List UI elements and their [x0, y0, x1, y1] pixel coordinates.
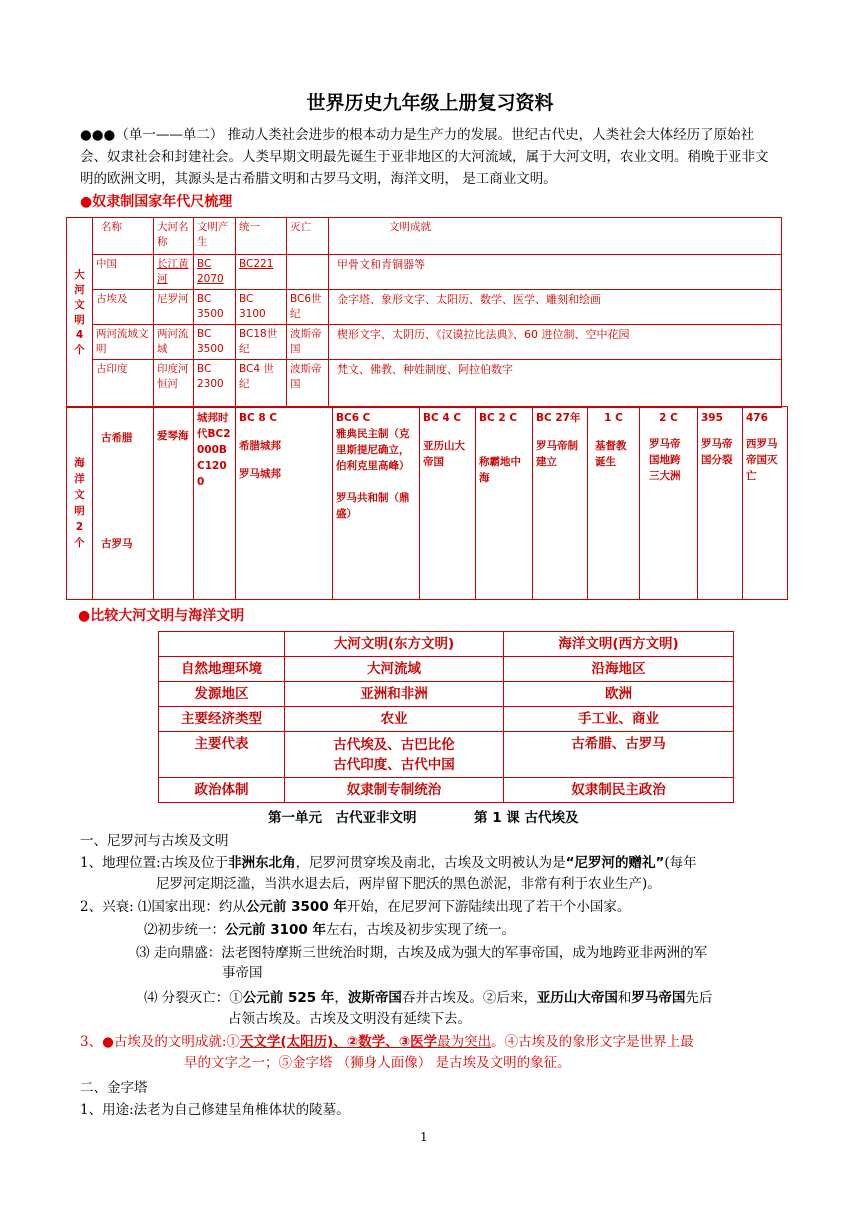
comparison-table [158, 631, 734, 803]
ocean-c4: BC6 C 雅典民主制（克里斯提尼确立，伯利克里高峰） 罗马共和制（鼎盛） [333, 407, 420, 600]
unit-title: 第一单元 古代亚非文明 [268, 810, 417, 826]
compare-head-river: 大河文明(东方文明) [285, 632, 504, 657]
ocean-c6: BC 2 C 称霸地中海 [476, 407, 533, 600]
header-achievement: 文明成就 [329, 218, 782, 255]
ocean-origin: 城邦时代BC2000BC1200 [194, 407, 236, 600]
paragraph-geography: 1、地理位置:古埃及位于非洲东北角，尼罗河贯穿埃及南北，古埃及文明被认为是“尼罗河的赠礼”(每年 [80, 855, 697, 871]
header-fall: 灭亡 [287, 218, 329, 255]
compare-head-ocean: 海洋文明(西方文明) [504, 632, 734, 657]
paragraph-pyramid-use: 1、用途:法老为自己修建呈角椎体状的陵墓。 [80, 1102, 350, 1118]
table-row: 主要代表 古代埃及、古巴比伦 古代印度、古代中国 古希腊、古罗马 [159, 732, 734, 778]
section-compare-heading: ●比较大河文明与海洋文明 [78, 608, 245, 624]
ocean-c10: 395 罗马帝国分裂 [698, 407, 743, 600]
heading-pyramid: 二、金字塔 [80, 1080, 148, 1096]
ocean-c5: BC 4 C 亚历山大帝国 [420, 407, 476, 600]
ocean-civilization-table [66, 406, 788, 600]
ocean-c11: 476 西罗马帝国灭亡 [743, 407, 788, 600]
ocean-c9: 2 C 罗马帝国地跨三大洲 [640, 407, 698, 600]
page-title: 世界历史九年级上册复习资料 [306, 92, 554, 114]
ocean-sea: 爱琴海 [157, 430, 189, 442]
table-row: 古埃及 尼罗河 BC 3500 BC 3100 BC6世纪 金字塔、象形文字、太阳历、数学、医学、雕刻和绘画 [67, 290, 782, 325]
lesson-title: 第 1 课 古代埃及 [474, 810, 579, 826]
ocean-c8: 1 C 基督教诞生 [588, 407, 640, 600]
table-row: 自然地理环境 大河流域 沿海地区 [159, 657, 734, 682]
ocean-names: 古希腊 古罗马 [93, 407, 154, 600]
paragraph-rise-3-cont: 事帝国 [222, 965, 263, 981]
paragraph-rise-4: ⑷ 分裂灭亡：①公元前 525 年，波斯帝国吞并古埃及。②后来，亚历山大帝国和罗马帝国先后 [144, 990, 713, 1006]
page-number: 1 [420, 1130, 428, 1144]
intro-text: （单一——单二） 推动人类社会进步的根本动力是生产力的发展。世纪古代史，人类社会大体经历了原始社会、奴隶社会和封建社会。人类早期文明最先诞生于亚非地区的大河流域，属于大河文明，农业文明。稍晚于亚非文明的欧洲文明，其源头是古希腊文明和古罗马文明，海洋文明， 是工商业文明。 [80, 127, 769, 187]
ocean-side-label: 海 洋 文 明 2 个 [67, 407, 93, 600]
header-origin: 文明产生 [194, 218, 236, 255]
ocean-c7: BC 27年 罗马帝制建立 [533, 407, 588, 600]
paragraph-rise-3: ⑶ 走向鼎盛：法老图特摩斯三世统治时期，古埃及成为强大的军事帝国，成为地跨亚非两洲的军 [136, 945, 708, 961]
river-civilization-table [66, 217, 782, 408]
paragraph-achievements-cont: 早的文字之一；⑤金字塔 （狮身人面像） 是古埃及文明的象征。 [184, 1055, 571, 1071]
header-unify: 统一 [236, 218, 287, 255]
intro-dots: ●●● [80, 127, 116, 143]
paragraph-achievements: 3、●古埃及的文明成就:①天文学(太阳历)、②数学、③医学最为突出。④古埃及的象形文字是世界上最 [80, 1034, 694, 1050]
table-row: 发源地区 亚洲和非洲 欧洲 [159, 682, 734, 707]
table-row: 政治体制 奴隶制专制统治 奴隶制民主政治 [159, 778, 734, 803]
paragraph-rise-4-cont: 占领古埃及。古埃及文明没有延续下去。 [228, 1011, 471, 1027]
ocean-c3: BC 8 C 希腊城邦 罗马城邦 [236, 407, 333, 600]
river-side-label: 大 河 文 明 4 个 [67, 218, 93, 408]
heading-nile: 一、尼罗河与古埃及文明 [80, 833, 229, 849]
table-row: 古印度 印度河恒河 BC 2300 BC4 世纪 波斯帝国 梵文、佛教、种姓制度、阿拉伯数字 [67, 360, 782, 408]
paragraph-rise-1: 2、兴衰: ⑴国家出现：约从公元前 3500 年开始，在尼罗河下游陆续出现了若干个小国家。 [80, 899, 631, 915]
header-name: 名称 [93, 218, 154, 255]
paragraph-rise-2: ⑵初步统一：公元前 3100 年左右，古埃及初步实现了统一。 [144, 922, 515, 938]
section-timeline-heading: ●奴隶制国家年代尺梳理 [80, 194, 233, 210]
table-row: 中国 长江黄河 BC 2070 BC221 甲骨文和青铜器等 [67, 255, 782, 290]
table-row: 主要经济类型 农业 手工业、商业 [159, 707, 734, 732]
paragraph-geography-cont: 尼罗河定期泛滥，当洪水退去后，两岸留下肥沃的黑色淤泥，非常有利于农业生产)。 [156, 876, 661, 892]
header-river: 大河名称 [154, 218, 194, 255]
intro-paragraph [80, 124, 780, 190]
table-row: 两河流域文明 两河流域 BC 3500 BC18世纪 波斯帝国 楔形文字、太阴历、《汉谟拉比法典》、60 进位制、空中花园 [67, 325, 782, 360]
